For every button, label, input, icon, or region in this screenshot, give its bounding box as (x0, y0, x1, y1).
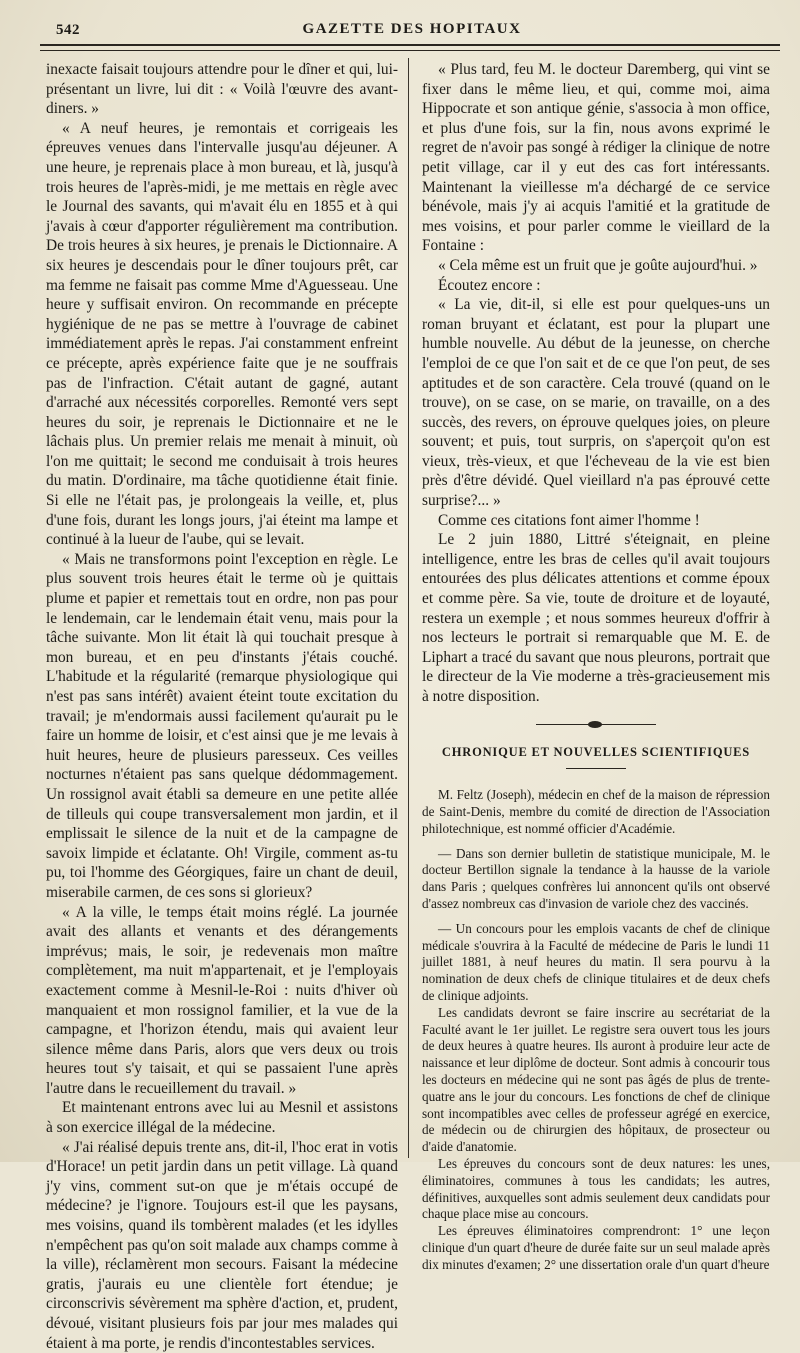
section-ornament (536, 721, 656, 729)
left-paragraph-2: « A neuf heures, je remontais et corrigeais les épreuves venues dans l'intervalle jusqu'au déjeuner. A une heure, je reprenais place à mon bureau, et là, jusqu'à trois heures de l'après-midi, je me mettais en règle avec le Journal des savants, qui m'avait élu en 1855 et à qui j'avais à cœur d'apporter régulièrement ma contribution. De trois heures à six heures, je prenais le Dictionnaire. A six heures je descendais pour le dîner toujours prêt, car ma femme ne faisait pas comme Mme d'Aguesseau. Une heure y suffisait environ. On recommande en précepte hygiénique de ne pas se mettre à l'ouvrage de cabinet immédiatement après le repas. J'ai constamment enfreint ce précepte, après expérience faite que je ne souffrais pas de l'infraction. C'était autant de gagné, autant d'arraché aux nécessités corporelles. Remonté vers sept heures du soir, je reprenais le Dictionnaire et ne le lâchais plus. Un premier relais me menait à minuit, où l'on me quittait; le second me conduisait à trois heures du matin. D'ordinaire, ma tâche quotidienne était finie. Si elle ne l'était pas, je prolongeais la veille, et, plus d'une fois, durant les longs jours, j'ai éteint ma lampe et continué à la lueur de l'aube, qui se levait. (46, 119, 398, 549)
page-number: 542 (56, 22, 80, 38)
right-paragraph-4: « La vie, dit-il, si elle est pour quelques-uns un roman bruyant et éclatant, est pour la plupart une humble nouvelle. Au début de la jeunesse, on cherche l'emploi de ce que l'on sait et de ce que l'on peut, de ses aptitudes et de son caractère. Cela trouvé (quand on le trouve), on se case, on se marie, on travaille, on a des succès, des revers, on éprouve quelques joies, on pleure souvent; et puis, tout surpris, on s'aperçoit qu'on est vieux, très-vieux, et que l'écheveau de la vie est bien près d'être dévidé. Quel vieillard n'a pas éprouvé cette surprise?... » (422, 296, 770, 510)
section-heading: CHRONIQUE ET NOUVELLES SCIENTIFIQUES (441, 744, 751, 759)
column-divider (408, 58, 409, 1158)
right-column (422, 60, 770, 1274)
journal-title: GAZETTE DES HOPITAUX (302, 21, 522, 37)
header-double-rule (40, 44, 780, 51)
right-paragraph-6: Le 2 juin 1880, Littré s'éteignait, en pleine intelligence, entre les bras de celles qu'il avait toujours entourées des plus délicates attentions et comme époux et comme père. Sa vie, toute de droiture et de loyauté, restera un exemple ; et nous sommes heureux d'offrir à nos lecteurs le portrait si remarquable que M. E. de Liphart a tracé du savant que nous pleurons, portrait que le directeur de la Vie moderne a très-gracieusement mis à notre disposition. (422, 531, 770, 705)
chronique-item-1: M. Feltz (Joseph), médecin en chef de la maison de répression de Saint-Denis, membre du comité de direction de l'Association philotechnique, est nommé officier d'Académie. (422, 787, 770, 836)
left-paragraph-5: Et maintenant entrons avec lui au Mesnil et assistons à son exercice illégal de la médecine. (46, 1099, 398, 1137)
right-paragraph-3: Écoutez encore : (438, 276, 541, 294)
right-paragraph-2: « Cela même est un fruit que je goûte aujourd'hui. » (438, 256, 758, 274)
left-paragraph-1: inexacte faisait toujours attendre pour le dîner et qui, lui-présentant un livre, lui dit : « Voilà l'œuvre des avant-diners. » (46, 61, 398, 118)
heading-rule (566, 768, 626, 769)
chronique-item-4: Les candidats devront se faire inscrire au secrétariat de la Faculté avant le 1er juillet. Le registre sera ouvert tous les jours de deux heures à quatre heures. Ils auront à produire leur acte de naissance et leur diplôme de docteur. Sont admis à concourir tous les docteurs en médecine qui ne sont pas âgés de plus de trente-quatre ans le jour du concours. Les fonctions de chef de clinique sont incompatibles avec celles de professeur agrégé en exercice, de médecin ou de chirurgien des hôpitaux, de prosecteur ou d'aide d'anatomie. (422, 1004, 770, 1155)
left-column (46, 60, 398, 1353)
right-paragraph-5: Comme ces citations font aimer l'homme ! (438, 511, 700, 529)
chronique-item-2: — Dans son dernier bulletin de statistique municipale, M. le docteur Bertillon signale la tendance à la hausse de la variole dans Paris ; quelques confrères lui annoncent qu'ils ont observé d'assez nombreux cas d'invasion de variole chez des vaccinés. (422, 845, 770, 911)
chronique-block (422, 787, 770, 1273)
right-paragraph-1: « Plus tard, feu M. le docteur Daremberg, qui vint se fixer dans le même lieu, et qui, comme moi, aima Hippocrate et son antique génie, s'associa à mon office, et plus d'une fois, sur la fin, nous avons exprimé le regret de n'avoir pas songé à rédiger la clinique de notre petit village, car il y eut des cas fort intéressants. Maintenant la vieillesse m'a déchargé de ce service bénévole, mais j'y ai acquis l'amitié et la gratitude de mes voisins, et pour parler comme le vieillard de la Fontaine : (422, 61, 770, 255)
left-paragraph-3: « Mais ne transformons point l'exception en règle. Le plus souvent trois heures était le terme où je quittais plume et papier et remettais tout en ordre, non pas pour le lendemain, car le lendemain était venu, mais pour la tâche suivante. Mon lit était là qui touchait presque à mon bureau, et en peu d'instants j'étais couché. L'habitude et la régularité (remarque physiologique qui n'est pas sans intérêt) avaient éteint toute excitation du travail; je m'endormais aussi facilement qu'aurait pu le faire un homme de loisir, et c'est ainsi que je me levais à huit heures, heure de plusieurs paresseux. Ces veilles nocturnes n'étaient pas sans quelque dédommagement. Un rossignol avait établi sa demeure en une petite allée de tilleuls qui coupe transversalement mon jardin, et il emplissait le silence de la nuit et de la campagne de savoix limpide et éclatante. Oh! Virgile, comment as-tu pu, toi l'homme des Géorgiques, faire un chant de deuil, miserabile carmen, de ces sons si glorieux? (46, 550, 398, 901)
chronique-item-5: Les épreuves du concours sont de deux natures: les unes, éliminatoires, communes à tous les candidats; les autres, définitives, auxquelles sont admis seulement deux candidats pour chaque place mise au concours. (422, 1155, 770, 1222)
chronique-item-3: — Un concours pour les emplois vacants de chef de clinique médicale s'ouvrira à la Faculté de médecine de Paris le lundi 11 juillet 1881, à neuf heures du matin. Il sera pourvu à la nomination de deux chefs de clinique titulaires et de deux chefs de clinique adjoints. (422, 920, 770, 1003)
chronique-item-6: Les épreuves éliminatoires comprendront: 1° une leçon clinique d'un quart d'heure de durée faite sur un seul malade après dix minutes d'examen; 2° une dissertation orale d'un quart d'heure (422, 1223, 770, 1272)
left-paragraph-4: « A la ville, le temps était moins réglé. La journée avait des allants et venants et des dérangements imprévus; mais, le soir, je redevenais mon maître complètement, ma nuit m'appartenait, et je l'employais exactement comme à Mesnil-le-Roi : nuits d'hiver où manquaient et mon rossignol familier, et la vue de la campagne, et l'horizon étendu, mais qui avaient leur silence même dans Paris, alors que vers deux ou trois heures tout s'y taisait, et qui se passaient l'une après l'autre dans le recueillement du travail. » (46, 903, 398, 1097)
left-paragraph-6: « J'ai réalisé depuis trente ans, dit-il, l'hoc erat in votis d'Horace! un petit jardin dans un petit village. Là quand j'y vins, comment sut-on que je m'étais occupé de médecine? je l'ignore. Toujours est-il que les paysans, mes voisins, quand ils tombèrent malades (et les idylles n'empêchent pas qu'on soit malade aux champs comme à la ville), réclamèrent mon secours. Faisant la médecine gratis, j'aurais eu une clientèle fort étendue; je circonscrivis sévèrement ma sphère d'action, et, prudent, dévoué, visitant plusieurs fois par jour mes malades qui étaient à ma porte, je rendis d'incontestables services. (46, 1138, 398, 1352)
page-header (56, 18, 768, 44)
